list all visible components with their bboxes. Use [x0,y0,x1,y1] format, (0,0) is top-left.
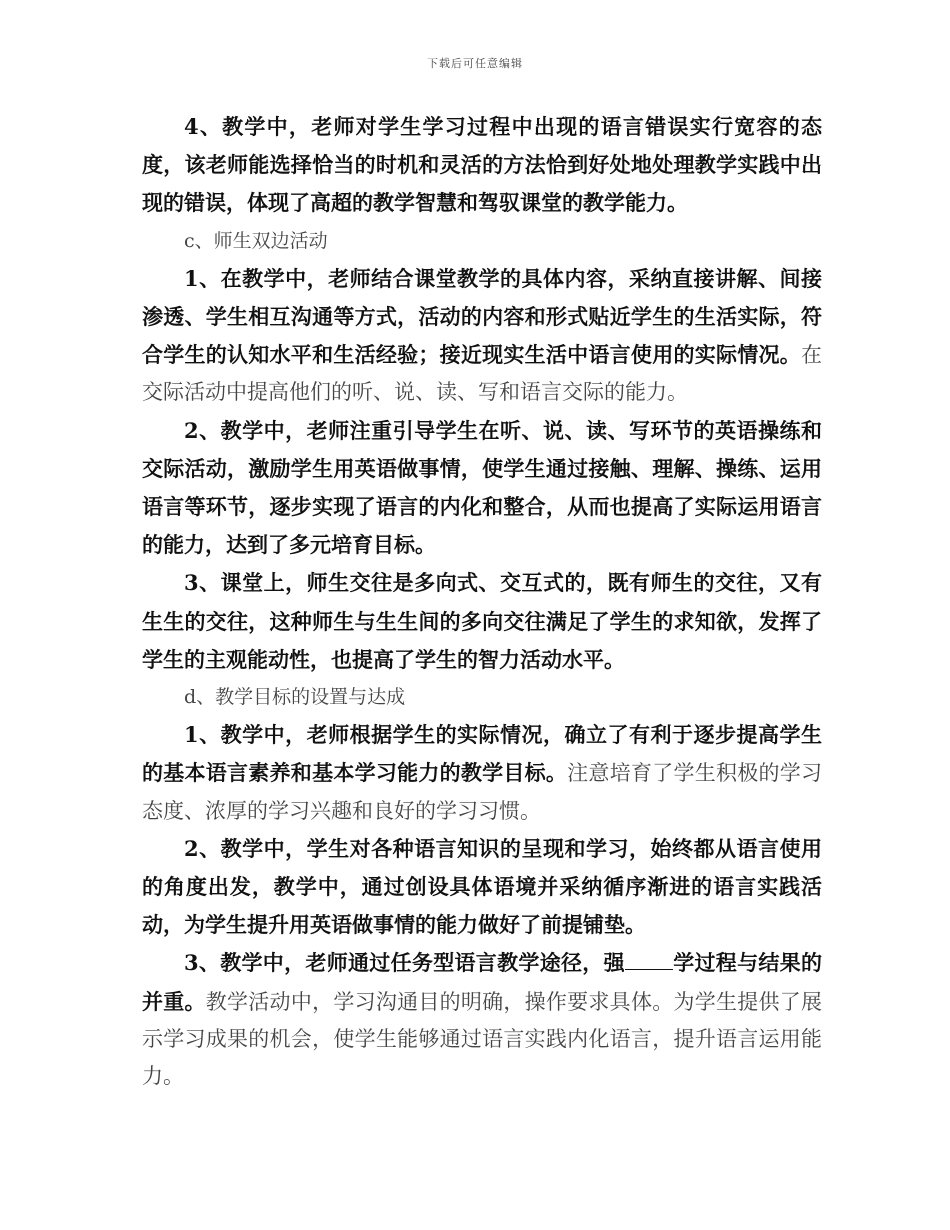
fill-in-blank [625,951,673,970]
paragraph-text: 1、教学中，老师根据学生的实际情况，确立了有利于逐步提高学生的基本语言素养和基本学习能力的教学目标。 [142,722,822,786]
paragraph-text: 2、教学中，老师注重引导学生在听、说、读、写环节的英语操练和交际活动，激励学生用英语做事情，使学生通过接触、理解、操练、运用语言等环节，逐步实现了语言的内化和整合，从而也提高了实际运用语言的能力，达到了多元培育目标。 [142,417,822,558]
section-heading-d: d、教学目标的设置与达成 [184,686,406,709]
paragraph-d2 [142,830,822,945]
paragraph-4-error-tolerance [142,108,822,223]
paragraph-c3 [142,564,822,679]
paragraph-text-light: 在交际活动中提高他们的听、说、读、写和语言交际的能力。 [142,343,822,405]
paragraph-text: 3、教学中，老师通过任务型语言教学途径，强 [184,950,625,976]
paragraph-d3 [142,944,822,1095]
document-body [142,108,822,1095]
paragraph-c1 [142,260,822,412]
paragraph-text: 2、教学中，学生对各种语言知识的呈现和学习，始终都从语言使用的角度出发，教学中，通过创设具体语境并采纳循序渐进的语言实践活动，为学生提升用英语做事情的能力做好了前提铺垫。 [142,835,822,938]
paragraph-d1 [142,716,822,830]
paragraph-text-light: 教学活动中，学习沟通目的明确，操作要求具体。为学生提供了展示学习成果的机会，使学生能够通过语言实践内化语言，提升语言运用能力。 [142,989,823,1089]
paragraph-text: 3、课堂上，师生交往是多向式、交互式的，既有师生的交往，又有生生的交往，这种师生与生生间的多向交往满足了学生的求知欲，发挥了学生的主观能动性，也提高了学生的智力活动水平。 [142,570,822,672]
page-header: 下载后可任意编辑 [427,57,523,70]
paragraph-text: 1、在教学中，老师结合课堂教学的具体内容，采纳直接讲解、间接渗透、学生相互沟通等方式，活动的内容和形式贴近学生的生活实际，符合学生的认知水平和生活经验；接近现实生活中语言使用的实际情况。 [142,265,822,368]
paragraph-text: 4、教学中，老师对学生学习过程中出现的语言错误实行宽容的态度，该老师能选择恰当的时机和灵活的方法恰到好处地处理教学实践中出现的错误，体现了高超的教学智慧和驾驭课堂的教学能力。 [142,114,822,216]
paragraph-text: 学过程与结果的并重。 [142,950,822,1014]
paragraph-text-light: 注意培育了学生积极的学习态度、浓厚的学习兴趣和良好的学习习惯。 [142,761,823,823]
paragraph-c2 [142,412,822,565]
section-heading-c: c、师生双边活动 [184,229,328,252]
